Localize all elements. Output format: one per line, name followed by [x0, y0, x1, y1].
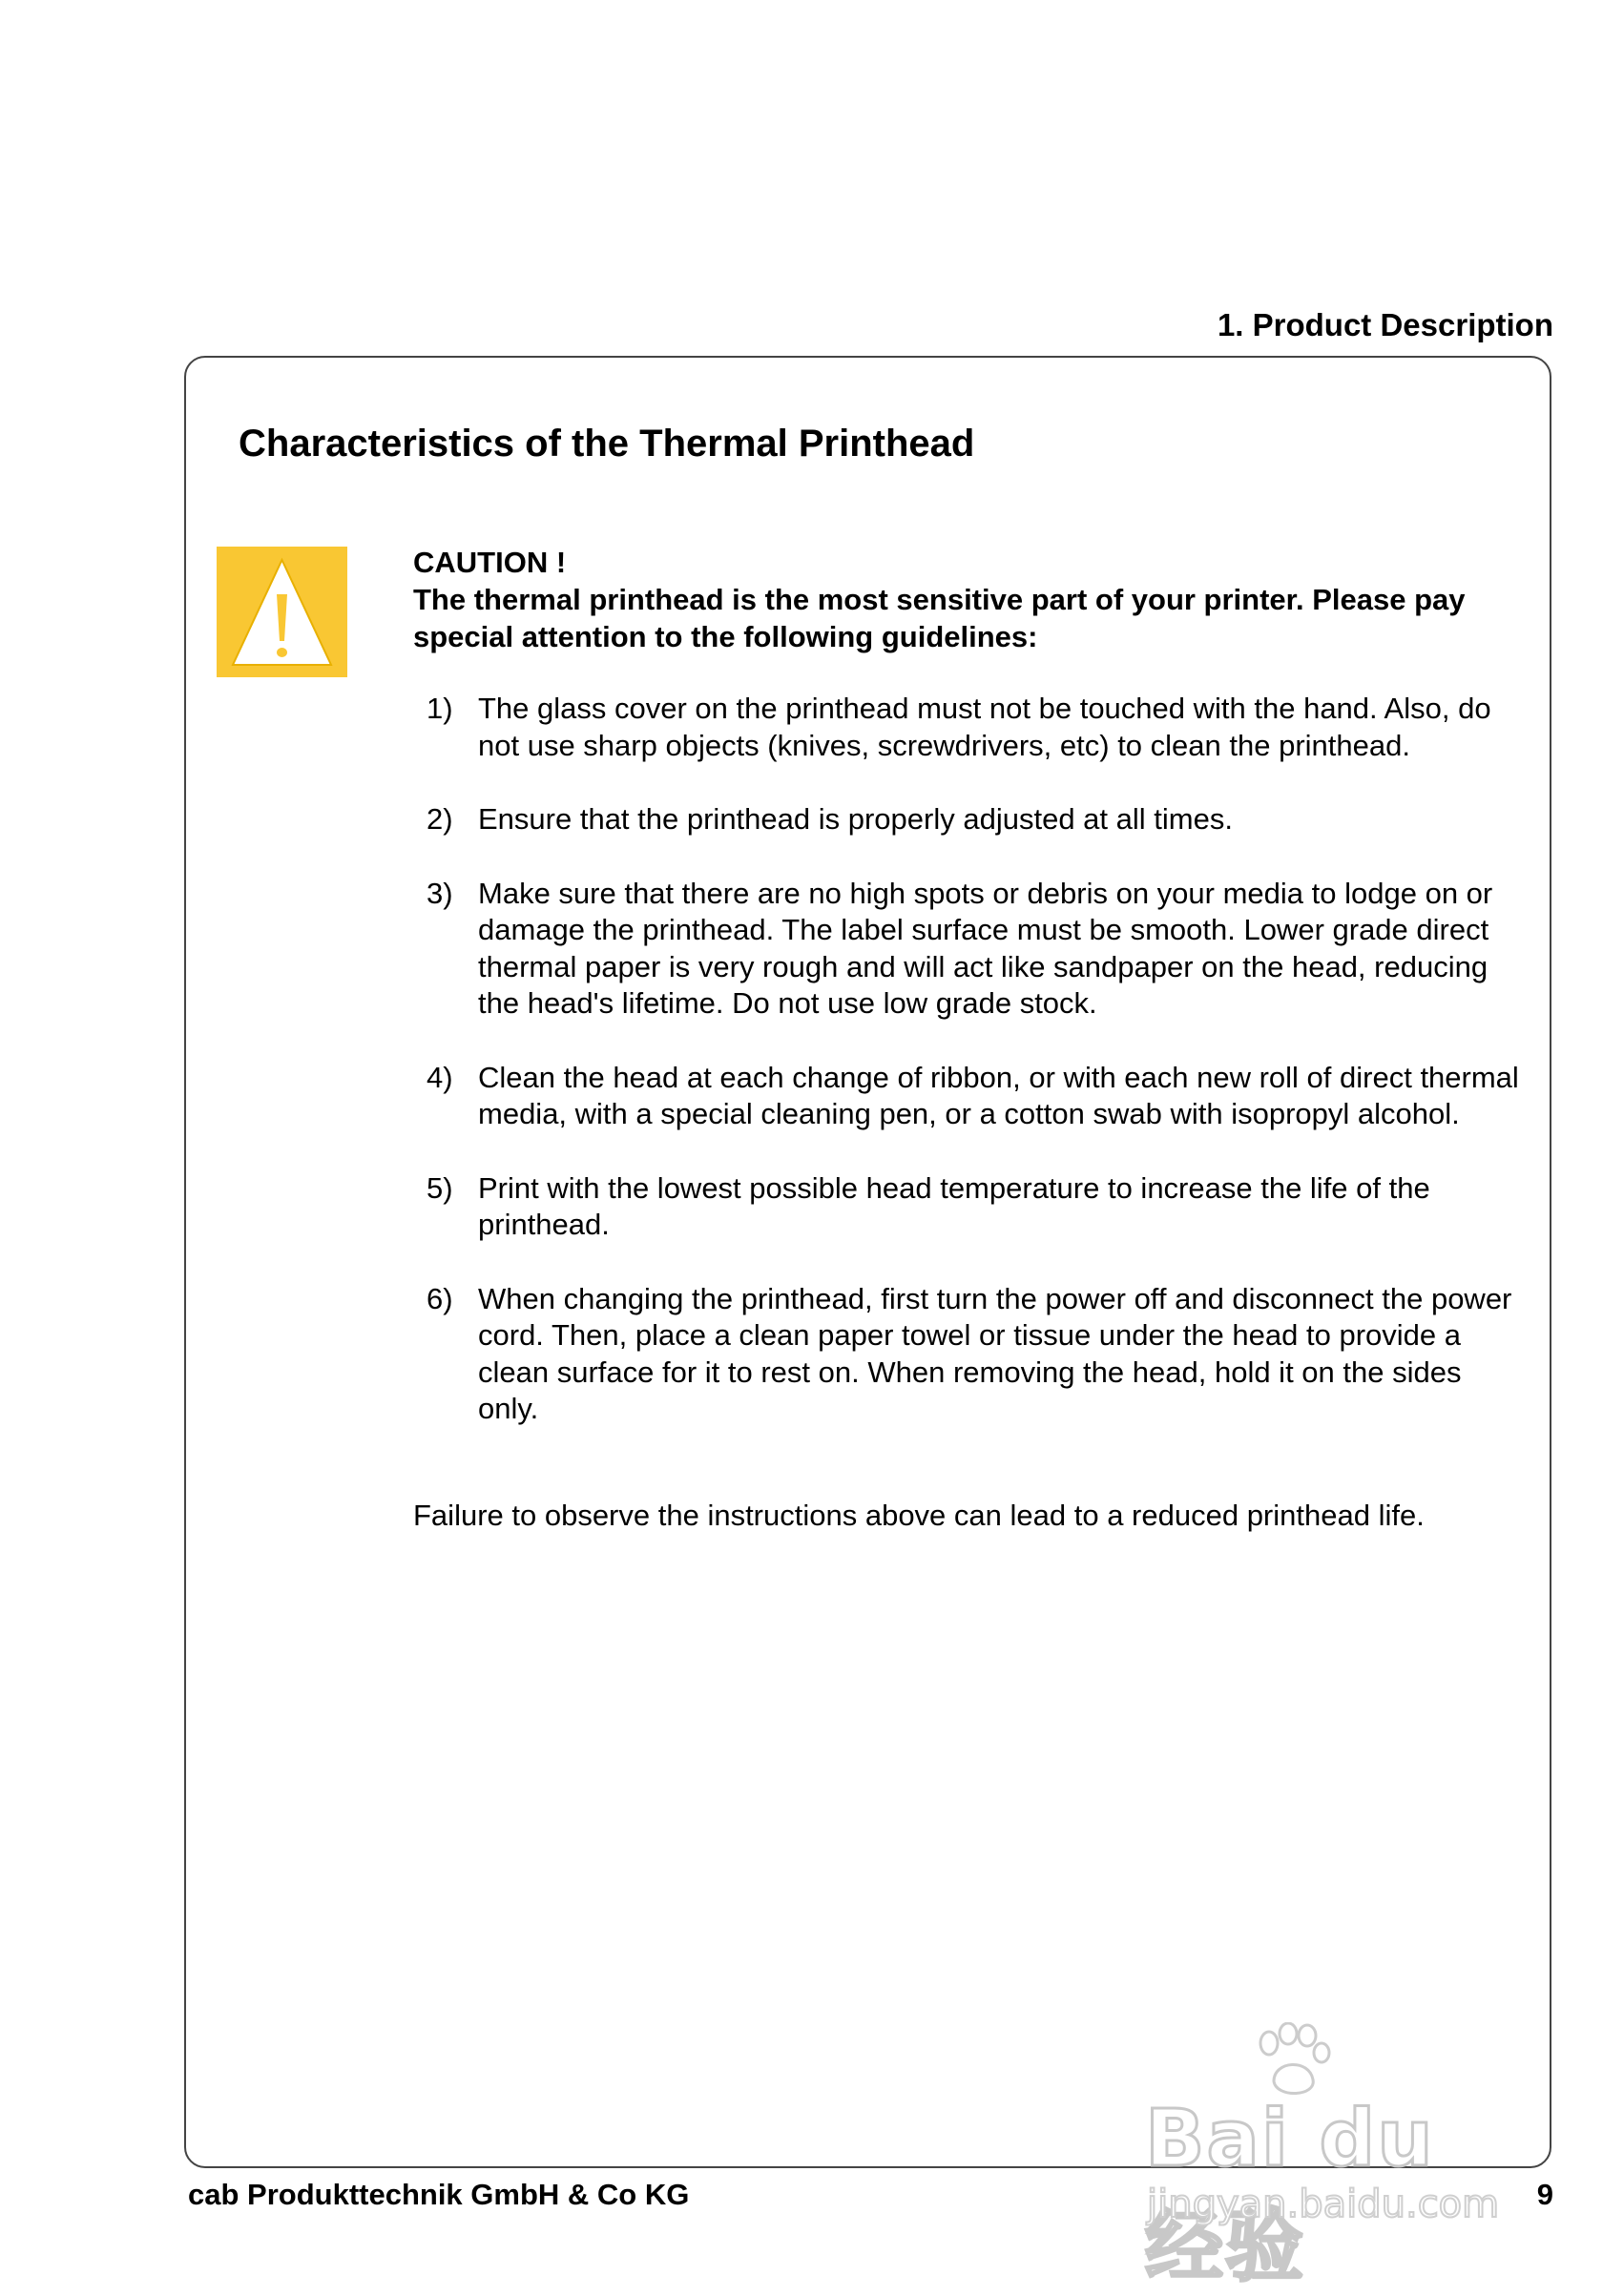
- list-item: [413, 876, 1520, 1023]
- list-item-number: 5): [427, 1170, 453, 1205]
- list-item-text: When changing the printhead, first turn the power off and disconnect the power cord. Then, place a clean paper towel or tissue under the head to provide a clean surface for it to rest on. When removing the head, hold it on the sides only.: [478, 1281, 1512, 1425]
- list-item-number: 2): [427, 802, 453, 836]
- watermark-main-text: Bai du 经验: [1145, 2094, 1435, 2292]
- list-item: [413, 691, 1520, 764]
- caution-block: [413, 544, 1501, 655]
- section-title: Characteristics of the Thermal Printhead: [239, 423, 975, 465]
- footer-company: cab Produkttechnik GmbH & Co KG: [188, 2178, 690, 2211]
- list-item-text: Print with the lowest possible head temperature to increase the life of the printhead.: [478, 1170, 1430, 1241]
- list-item-number: 6): [427, 1281, 453, 1315]
- list-item-text: Ensure that the printhead is properly adjusted at all times.: [478, 802, 1233, 836]
- list-item-text: Make sure that there are no high spots or debris on your media to lodge on or damage the printhead. The label surface must be smooth. Lower grade direct thermal paper is very rough and will act like sandpaper on the head, reducing the head's lifetime. Do not use low grade stock.: [478, 876, 1493, 1020]
- caution-label: CAUTION !: [413, 546, 567, 579]
- chapter-title: 1. Product Description: [1217, 307, 1553, 342]
- watermark-sub-text: jingyan.baidu.com: [1147, 2182, 1500, 2226]
- caution-text: The thermal printhead is the most sensitive part of your printer. Please pay special attention to the following guidelines:: [413, 583, 1466, 653]
- list-item: [413, 801, 1520, 838]
- list-item-text: The glass cover on the printhead must not be touched with the hand. Also, do not use sharp objects (knives, screwdrivers, etc) to clean the printhead.: [478, 692, 1491, 762]
- list-item-number: 3): [427, 876, 453, 910]
- list-item: [413, 1170, 1520, 1244]
- closing-note: Failure to observe the instructions above can lead to a reduced printhead life.: [413, 1499, 1425, 1532]
- list-item-text: Clean the head at each change of ribbon, or with each new roll of direct thermal media, with a special cleaning pen, or a cotton swab with isopropyl alcohol.: [478, 1060, 1519, 1130]
- guidelines-list: [413, 691, 1520, 1465]
- list-item: [413, 1060, 1520, 1133]
- warning-icon: [217, 547, 347, 677]
- list-item: [413, 1281, 1520, 1428]
- list-item-number: 4): [427, 1060, 453, 1094]
- page-number: 9: [1536, 2178, 1553, 2211]
- list-item-number: 1): [427, 692, 453, 725]
